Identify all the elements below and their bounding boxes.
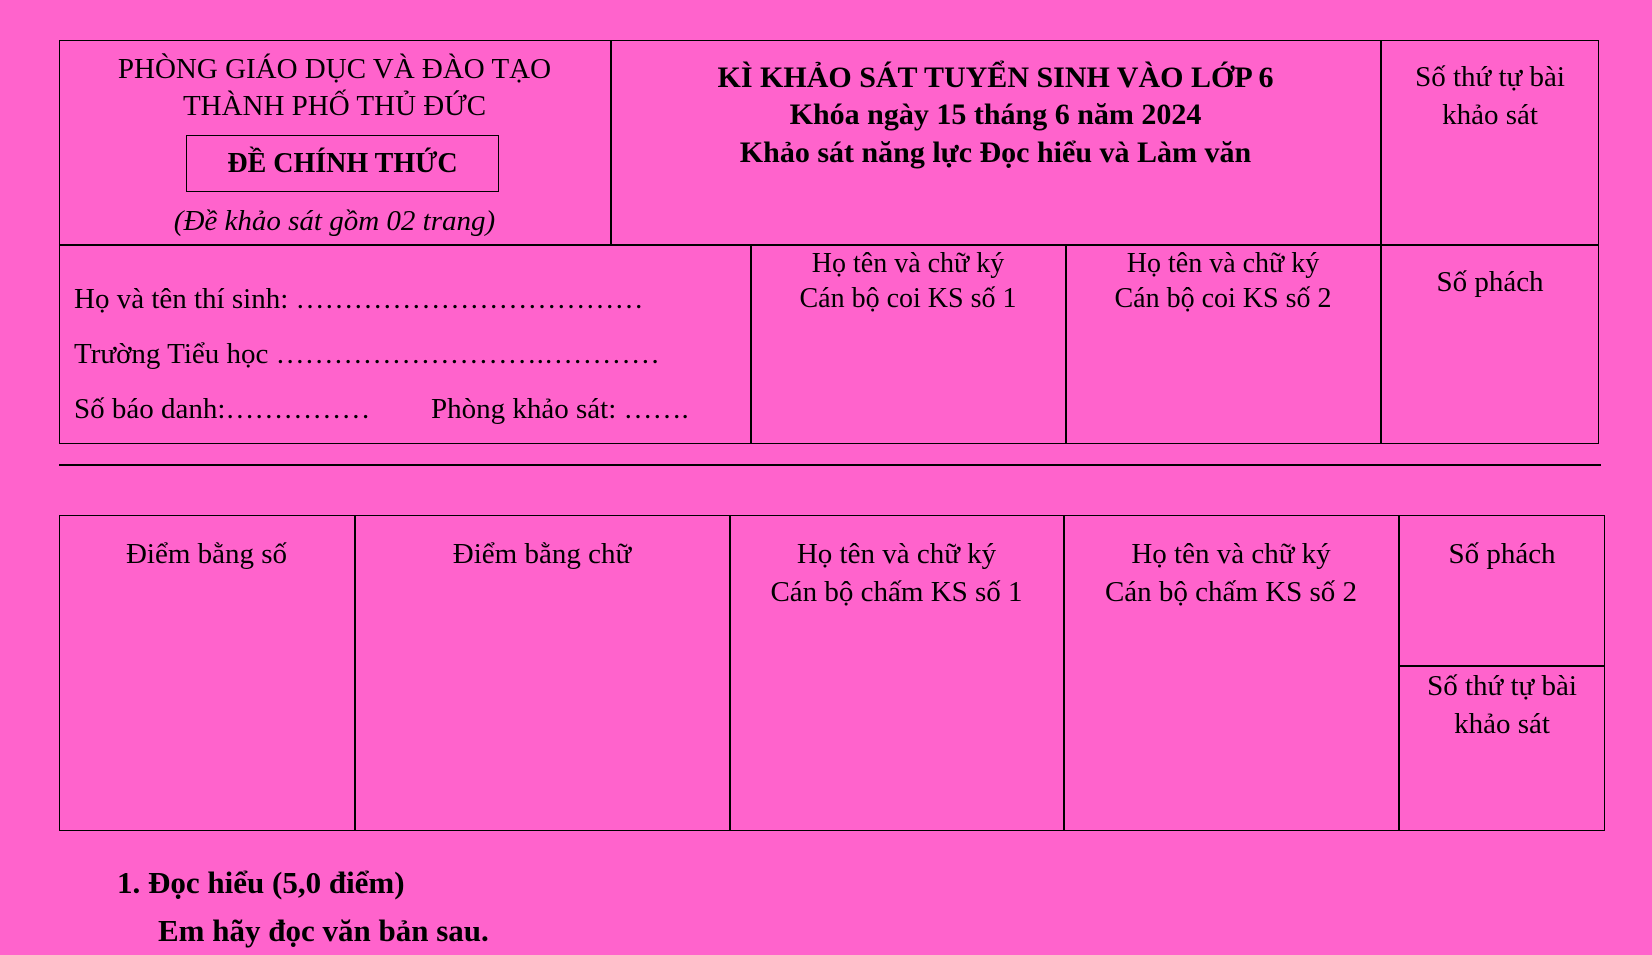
grading-test-order-line1: Số thứ tự bài [1427,670,1577,702]
exam-date: Khóa ngày 15 tháng 6 năm 2024 [789,98,1202,131]
candidate-code-label: Số phách [1436,266,1544,298]
proctor1-label-line2: Cán bộ coi KS số 1 [799,283,1017,314]
grader2-label-line2: Cán bộ chấm KS số 2 [1104,576,1358,608]
pages-note: (Đề khảo sát gồm 02 trang) [173,205,496,237]
grading-test-order-line2: khảo sát [1454,708,1550,740]
test-order-label-line2: khảo sát [1442,99,1538,131]
test-order-label-line1: Số thứ tự bài [1415,61,1565,93]
candidate-name-field[interactable]: Họ và tên thí sinh: ……………………………… [74,283,644,315]
department-name-line1: PHÒNG GIÁO DỤC VÀ ĐÀO TẠO [117,53,552,85]
score-number-label: Điểm bằng số [125,538,288,570]
proctor2-label-line2: Cán bộ coi KS số 2 [1114,283,1332,314]
grader1-label-line1: Họ tên và chữ ký [796,538,997,570]
score-words-label: Điểm bằng chữ [452,538,632,570]
grader2-label-line1: Họ tên và chữ ký [1131,538,1331,570]
department-name-line2: THÀNH PHỐ THỦ ĐỨC [182,90,487,122]
exam-title: KÌ KHẢO SÁT TUYỂN SINH VÀO LỚP 6 [717,61,1274,94]
proctor2-label-line1: Họ tên và chữ ký [1126,248,1320,279]
section-instruction: Em hãy đọc văn bản sau. [158,913,489,948]
grader1-label-line2: Cán bộ chấm KS số 1 [770,576,1023,608]
section-heading: 1. Đọc hiểu (5,0 điểm) [117,865,405,900]
candidate-id-field[interactable]: Số báo danh:…………… [74,393,371,425]
exam-subject: Khảo sát năng lực Đọc hiểu và Làm văn [739,136,1252,169]
official-exam-label: ĐỀ CHÍNH THỨC [227,148,458,179]
primary-school-field[interactable]: Trường Tiểu học ……………………….………… [74,338,660,370]
cut-separator-line [59,464,1601,466]
grading-code-label: Số phách [1448,538,1556,570]
proctor1-label-line1: Họ tên và chữ ký [811,248,1005,279]
exam-room-field[interactable]: Phòng khảo sát: ……. [431,393,689,425]
